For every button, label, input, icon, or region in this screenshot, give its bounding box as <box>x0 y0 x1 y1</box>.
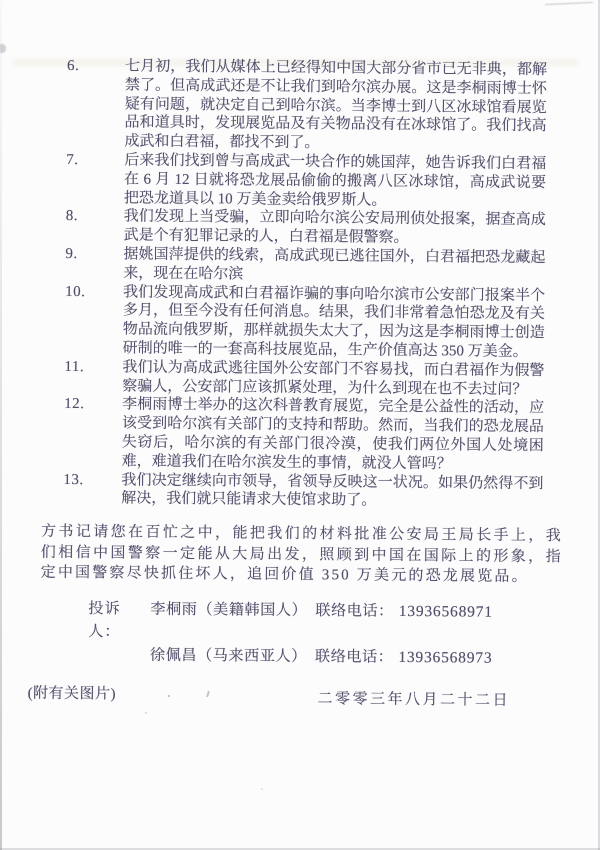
item-text: 我们发现高成武和白君福诈骗的事向哈尔滨市公安部门报案半个多月，但至今没有任何消息。结果，我们非常着急怕恐龙及有关物品流向俄罗斯，那样就损失太大了，因为这是李桐雨博士创造研制的唯一的一套高科技展览品，生产价值高达 350 万美金。 <box>122 284 546 360</box>
contact-row <box>88 643 598 670</box>
pencil-mark <box>0 44 6 53</box>
item-number: 7. <box>66 151 79 169</box>
attachment-note: (附有关图片) <box>27 685 117 703</box>
contact-phone <box>315 599 493 647</box>
contact-row <box>88 597 598 647</box>
item-number: 9. <box>65 245 78 263</box>
contact-phone <box>315 645 493 670</box>
complainant-name: 徐佩昌（马来西亚人） <box>149 646 307 665</box>
list-item <box>0 395 600 475</box>
complainant-label: 投诉人： <box>88 599 121 641</box>
list-item <box>2 150 600 212</box>
complainant-label-spacer <box>88 643 150 667</box>
item-text: 我们决定继续向市领导，省领导反映这一状况。如果仍然得不到解决，我们就只能请求大使馆求助了。 <box>121 471 544 509</box>
letter-date: 二零零三年八月二十二日 <box>317 690 511 709</box>
scan-speck <box>168 695 170 697</box>
phone-number: 13936568973 <box>398 648 493 667</box>
list-item <box>2 207 600 250</box>
item-text: 我们认为高成武逃往国外公安部门不容易找，而白君福作为假警察骗人，公安部门应该抓紧处理，为什么到现在也不去过问？ <box>122 359 545 398</box>
list-item <box>2 56 600 155</box>
item-text: 李桐雨博士举办的这次科普教育展览，完全是公益性的活动，应该受到哈尔滨有关部门的支持和帮助。然而，当我们的恐龙展品失窃后，哈尔滨的有关部门很冷漠，使我们两位外国人处境困难，难道我们在哈尔滨发生的事情，就没人管吗？ <box>121 396 545 473</box>
list-item <box>0 357 600 400</box>
item-number: 10. <box>65 283 86 300</box>
phone-number: 13936568971 <box>398 602 493 621</box>
item-text: 据姚国萍提供的线索，高成武现已逃往国外，白君福把恐龙藏起来，现在在哈尔滨 <box>123 246 546 283</box>
item-text: 七月初，我们从媒体上已经得知中国大部分省市已无非典，都解禁了。但高成武还是不让我们到哈尔滨办展。这是李桐雨博士怀疑有问题，就决定自己到哈尔滨。当李博士到八区冰球馆看展览品和道具时，发现展览品及有关物品没有在冰球馆了。我们找高成武和白君福，都找不到了。 <box>124 58 548 152</box>
phone-label: 联络电话： <box>314 647 394 666</box>
contacts-block <box>0 596 598 670</box>
item-number: 13. <box>63 471 84 488</box>
list-item <box>1 244 600 287</box>
item-text: 后来我们找到曾与高成武一块合作的姚国萍，她告诉我们白君福在 6 月 12 日就将恐龙展品偷偷的搬离八区冰球馆，高成武说要把恐龙道具以 10 万美金卖给俄罗斯人。 <box>123 152 547 209</box>
closing-paragraph: 方书记请您在百忙之中，能把我们的材料批准公安局王局长手上，我们相信中国警察一定能从大局出发，照顾到中国在国际上的形象，指定中国警察尽快抓住坏人，追回价值 350 万美元的恐龙展览品。 <box>40 523 564 586</box>
footer-row <box>0 681 598 710</box>
item-number: 8. <box>65 208 79 225</box>
list-item <box>1 282 600 362</box>
scan-speck <box>261 788 263 790</box>
list-item <box>0 470 600 513</box>
item-number: 6. <box>67 57 80 75</box>
item-number: 12. <box>64 396 85 413</box>
scan-speck <box>145 712 147 714</box>
phone-label: 联络电话： <box>315 601 394 620</box>
item-text: 我们发现上当受骗，立即向哈尔滨公安局刑侦处报案，据查高成武是个有犯罪记录的人，白君福是假警察。 <box>123 208 546 247</box>
complainant-name: 李桐雨（美籍韩国人） <box>150 600 308 619</box>
item-number: 11. <box>64 358 85 375</box>
